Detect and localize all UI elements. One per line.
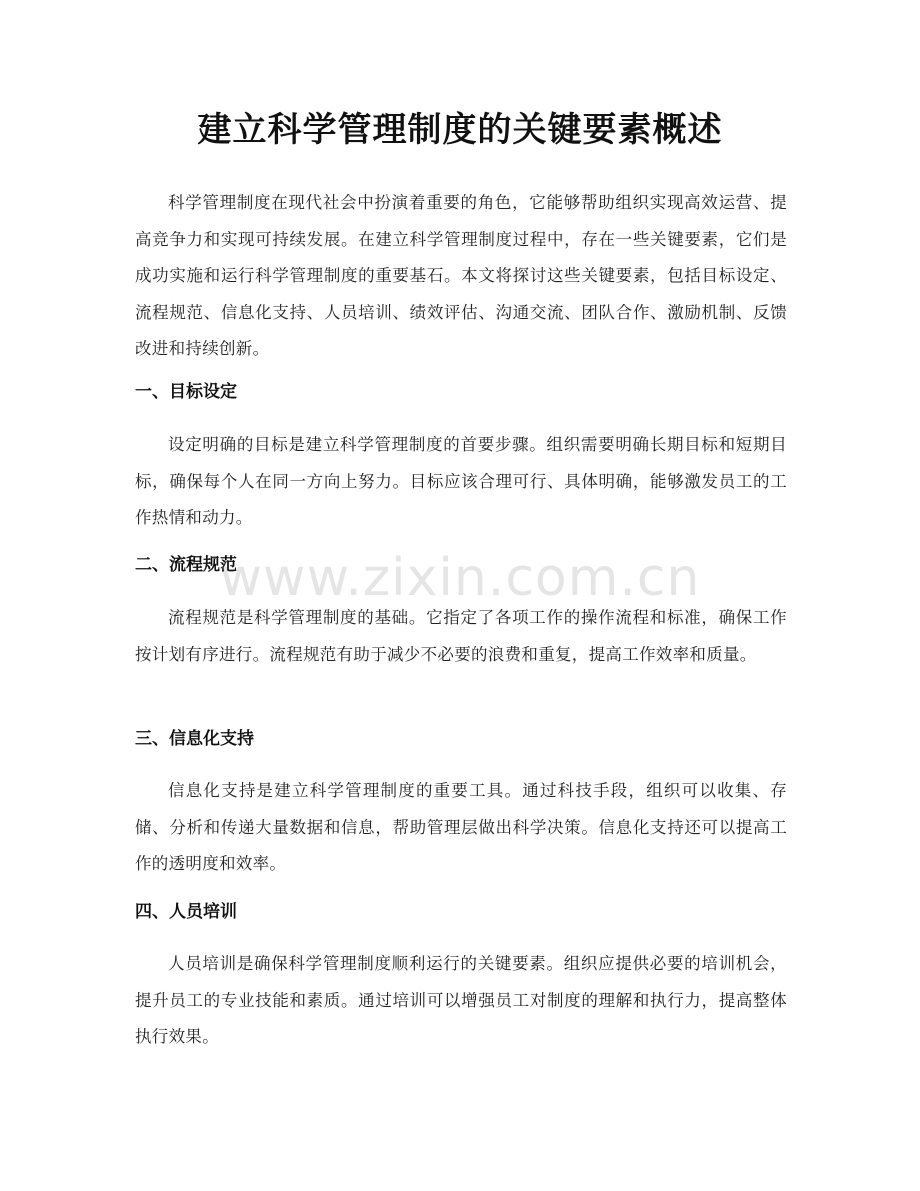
section-heading-it-support: 三、信息化支持 bbox=[135, 729, 254, 749]
section-body-process-norms: 流程规范是科学管理制度的基础。它指定了各项工作的操作流程和标准，确保工作按计划有序进行。流程规范有助于减少不必要的浪费和重复，提高工作效率和质量。 bbox=[135, 608, 787, 664]
intro-paragraph: 科学管理制度在现代社会中扮演着重要的角色，它能够帮助组织实现高效运营、提高竞争力和实现可持续发展。在建立科学管理制度过程中，存在一些关键要素，它们是成功实施和运行科学管理制度的重要基石。本文将探讨这些关键要素，包括目标设定、流程规范、信息化支持、人员培训、绩效评估、沟通交流、团队合作、激励机制、反馈改进和持续创新。 bbox=[135, 193, 787, 358]
section-heading-process-norms: 二、流程规范 bbox=[135, 555, 237, 575]
section-body-staff-training: 人员培训是确保科学管理制度顺利运行的关键要素。组织应提供必要的培训机会，提升员工的专业技能和素质。通过培训可以增强员工对制度的理解和执行力，提高整体执行效果。 bbox=[135, 954, 787, 1046]
watermark: www.zixin.com.cn bbox=[219, 548, 701, 608]
section-body-goal-setting: 设定明确的目标是建立科学管理制度的首要步骤。组织需要明确长期目标和短期目标，确保每个人在同一方向上努力。目标应该合理可行、具体明确，能够激发员工的工作热情和动力。 bbox=[135, 435, 787, 527]
section-body-it-support: 信息化支持是建立科学管理制度的重要工具。通过科技手段，组织可以收集、存储、分析和传递大量数据和信息，帮助管理层做出科学决策。信息化支持还可以提高工作的透明度和效率。 bbox=[135, 781, 787, 873]
section-heading-staff-training: 四、人员培训 bbox=[135, 902, 237, 922]
section-heading-goal-setting: 一、目标设定 bbox=[135, 382, 237, 402]
page-title: 建立科学管理制度的关键要素概述 bbox=[197, 110, 723, 150]
